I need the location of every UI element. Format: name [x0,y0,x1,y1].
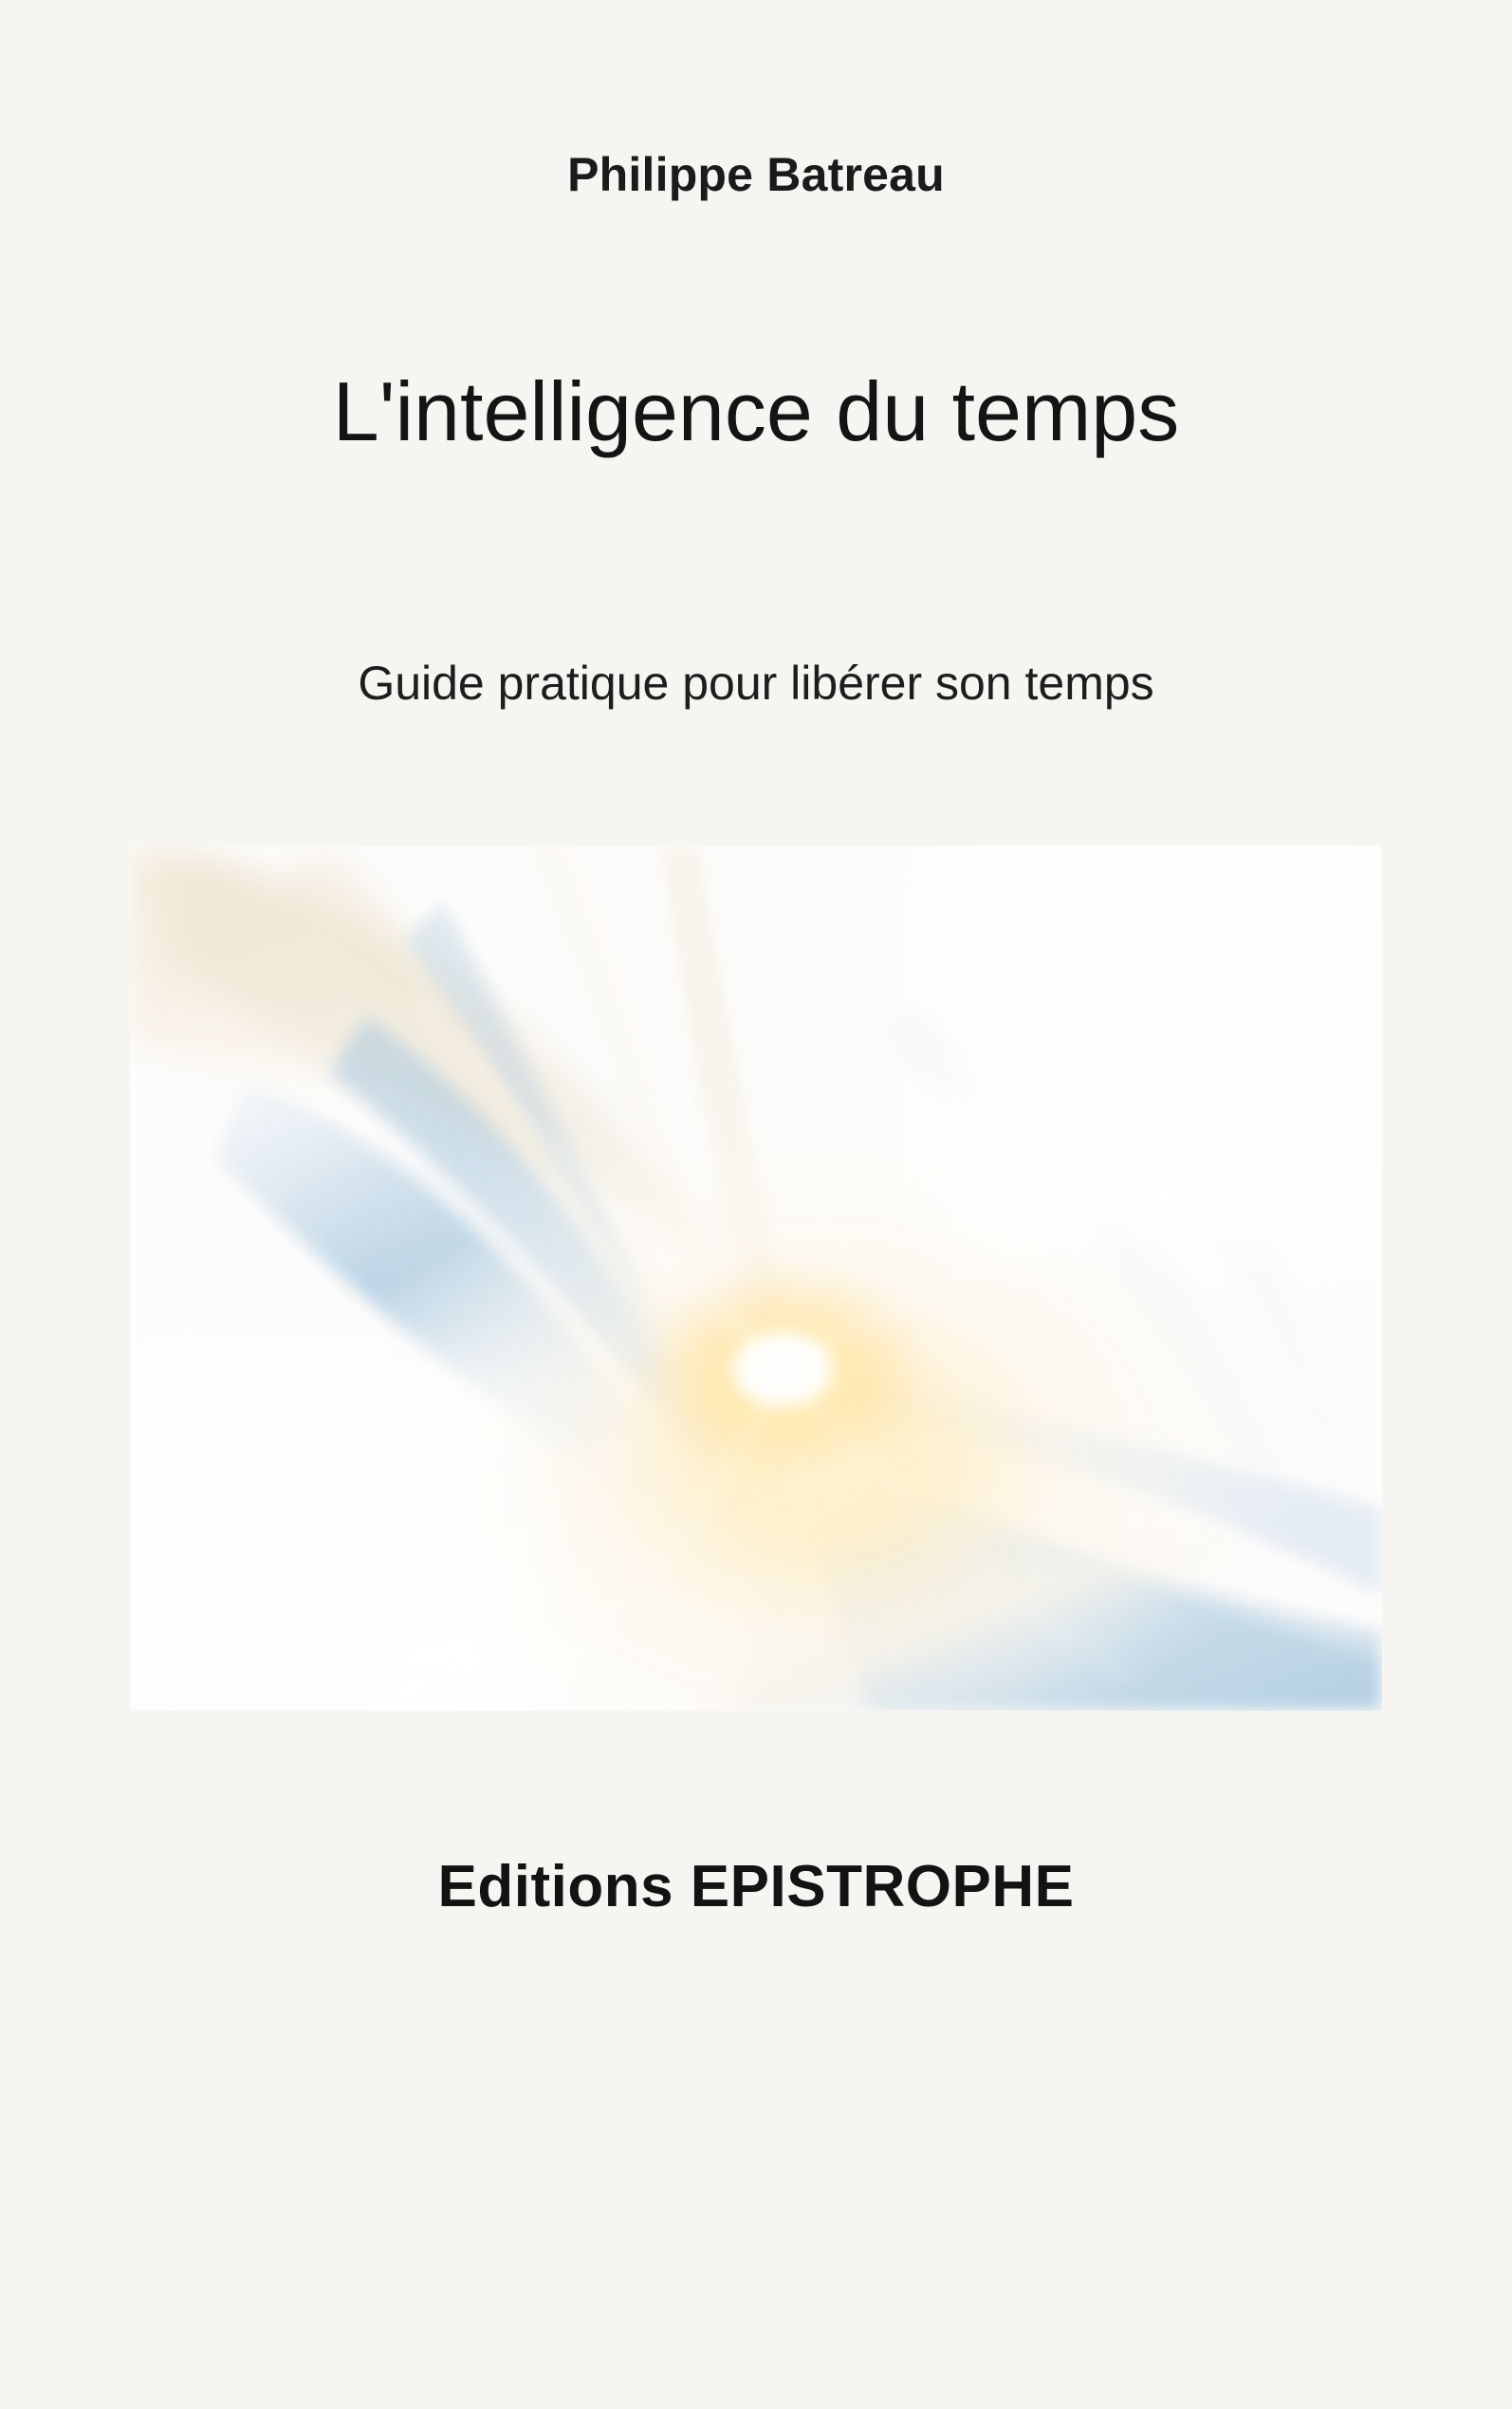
cover-artwork [130,845,1382,1711]
author-name: Philippe Batreau [567,148,945,201]
publisher-name: Editions EPISTROPHE [437,1854,1075,1920]
book-subtitle: Guide pratique pour libérer son temps [358,657,1154,711]
book-title: L'intelligence du temps [332,364,1180,458]
abstract-swirl-graphic [130,845,1382,1711]
